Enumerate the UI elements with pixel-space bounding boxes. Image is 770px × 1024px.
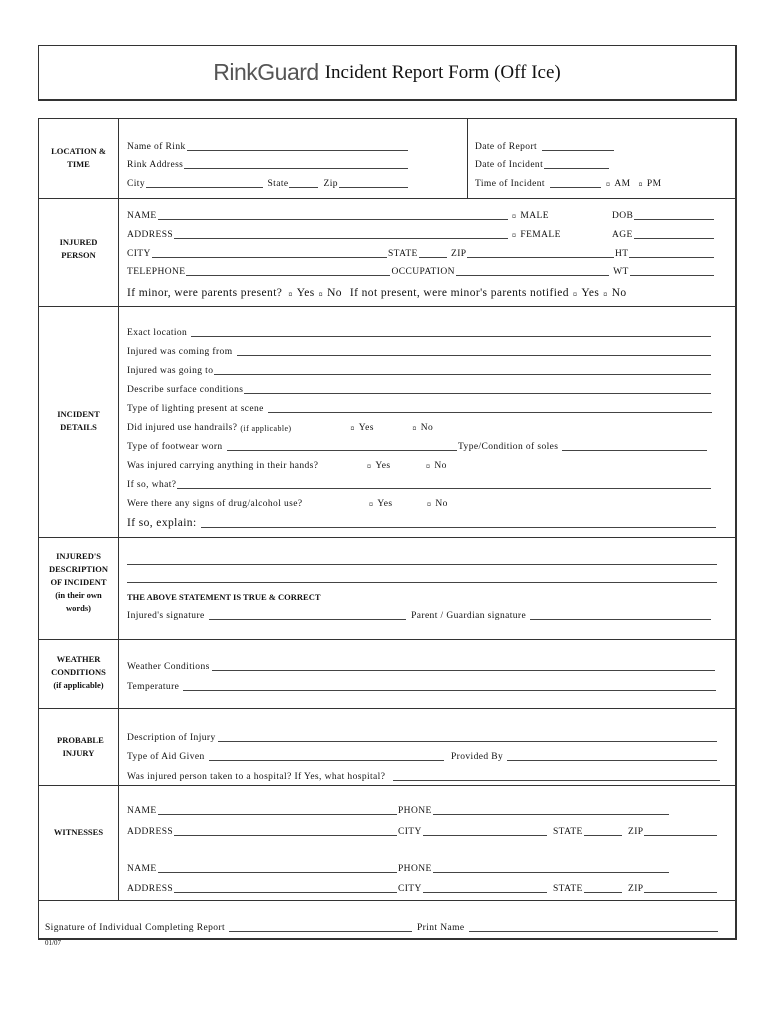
dob-label: DOB xyxy=(612,211,634,221)
if-so-what-field[interactable] xyxy=(177,480,711,489)
if-so-what-label: If so, what? xyxy=(127,480,177,490)
completing-signature-label: Signature of Individual Completing Report xyxy=(45,923,225,933)
city-field[interactable] xyxy=(146,179,264,188)
witness-1-name-label: NAME xyxy=(127,806,157,816)
coming-from-field[interactable] xyxy=(237,347,712,356)
injured-zip-label: ZIP xyxy=(451,249,467,259)
soles-field[interactable] xyxy=(562,442,707,451)
parents-notified-yes-checkbox[interactable]: ¤ Yes xyxy=(572,287,600,299)
telephone-field[interactable] xyxy=(186,267,389,276)
drugs-yes-checkbox[interactable]: ¤ Yes xyxy=(369,499,393,509)
form-table xyxy=(38,118,737,940)
drugs-no-checkbox[interactable]: ¤ No xyxy=(427,499,448,509)
telephone-label: TELEPHONE xyxy=(127,267,186,277)
parents-present-yes-checkbox[interactable]: ¤ Yes xyxy=(288,287,315,299)
witness-1-zip-field[interactable] xyxy=(644,827,717,836)
surface-conditions-field[interactable] xyxy=(244,385,711,394)
footwear-field[interactable] xyxy=(227,442,457,451)
parents-present-no-checkbox[interactable]: ¤ No xyxy=(318,287,342,299)
injured-signature-field[interactable] xyxy=(209,611,406,620)
hospital-label: Was injured person taken to a hospital? If Yes, what hospital? xyxy=(127,772,386,782)
aid-given-field[interactable] xyxy=(209,752,444,761)
section-label-witnesses: WITNESSES xyxy=(53,827,104,837)
if-so-explain-field[interactable] xyxy=(201,519,716,528)
state-field[interactable] xyxy=(289,179,317,188)
handrails-yes-checkbox[interactable]: ¤ Yes xyxy=(350,423,374,433)
pm-checkbox[interactable]: ¤ PM xyxy=(638,179,662,189)
occupation-label: OCCUPATION xyxy=(391,267,455,277)
time-of-incident-label: Time of Incident xyxy=(475,179,545,189)
parents-notified-question: If not present, were minor's parents notified xyxy=(349,287,569,299)
provided-by-label: Provided By xyxy=(451,752,504,762)
carrying-question: Was injured carrying anything in their hands? xyxy=(127,461,319,471)
going-to-field[interactable] xyxy=(214,366,711,375)
injury-description-label: Description of Injury xyxy=(127,733,216,743)
witness-2-name-label: NAME xyxy=(127,864,157,874)
divider xyxy=(38,537,737,538)
form-title: Incident Report Form (Off Ice) xyxy=(324,61,561,83)
description-line-1[interactable] xyxy=(127,556,717,565)
witness-1-address-label: ADDRESS xyxy=(127,827,174,837)
witness-2-name-field[interactable] xyxy=(158,864,397,873)
city-label: City xyxy=(127,179,145,189)
age-field[interactable] xyxy=(634,230,714,239)
witness-2-phone-label: PHONE xyxy=(398,864,432,874)
injured-state-field[interactable] xyxy=(419,249,447,258)
injury-description-field[interactable] xyxy=(218,733,717,742)
exact-location-field[interactable] xyxy=(191,328,711,337)
witness-2-city-field[interactable] xyxy=(423,884,547,893)
column-divider xyxy=(118,118,119,900)
section-label-incident-details: INCIDENT DETAILS xyxy=(57,409,100,432)
print-name-label: Print Name xyxy=(417,923,465,933)
zip-field[interactable] xyxy=(339,179,408,188)
injured-city-label: CITY xyxy=(127,249,151,259)
parents-present-question: If minor, were parents present? xyxy=(127,287,283,299)
carrying-yes-checkbox[interactable]: ¤ Yes xyxy=(367,461,391,471)
weather-conditions-field[interactable] xyxy=(212,662,715,671)
date-of-incident-field[interactable] xyxy=(544,160,609,169)
injured-address-field[interactable] xyxy=(174,230,508,239)
witness-1-zip-label: ZIP xyxy=(628,827,644,837)
divider xyxy=(38,198,737,199)
aid-given-label: Type of Aid Given xyxy=(127,752,205,762)
injured-city-field[interactable] xyxy=(152,249,387,258)
injured-state-label: STATE xyxy=(388,249,418,259)
witness-2-state-label: STATE xyxy=(553,884,583,894)
zip-label: Zip xyxy=(323,179,338,189)
injured-address-label: ADDRESS xyxy=(127,230,174,240)
weight-field[interactable] xyxy=(630,267,714,276)
description-line-2[interactable] xyxy=(127,574,717,583)
soles-label: Type/Condition of soles xyxy=(458,442,559,452)
height-label: HT xyxy=(615,249,629,259)
witness-2-phone-field[interactable] xyxy=(433,864,669,873)
temperature-field[interactable] xyxy=(183,682,716,691)
temperature-label: Temperature xyxy=(127,682,180,692)
injured-zip-field[interactable] xyxy=(467,249,614,258)
form-title-box xyxy=(38,45,737,101)
witness-2-city-label: CITY xyxy=(398,884,422,894)
surface-conditions-label: Describe surface conditions xyxy=(127,385,244,395)
section-label-weather: WEATHER CONDITIONS (if applicable) xyxy=(51,654,106,690)
handrails-note: (if applicable) xyxy=(240,424,292,433)
if-so-explain-label: If so, explain: xyxy=(127,517,197,529)
state-label: State xyxy=(267,179,289,189)
divider xyxy=(38,785,737,786)
handrails-question: Did injured use handrails? xyxy=(127,423,238,433)
time-of-incident-field[interactable] xyxy=(550,179,601,188)
rink-address-label: Rink Address xyxy=(127,160,184,170)
divider xyxy=(38,708,737,709)
drugs-question: Were there any signs of drug/alcohol use? xyxy=(127,499,303,509)
section-label-location: LOCATION & TIME xyxy=(51,146,106,169)
lighting-label: Type of lighting present at scene xyxy=(127,404,264,414)
section-label-probable-injury: PROBABLE INJURY xyxy=(57,735,104,758)
witness-2-state-field[interactable] xyxy=(584,884,622,893)
witness-1-address-field[interactable] xyxy=(174,827,397,836)
witness-1-city-label: CITY xyxy=(398,827,422,837)
guardian-signature-field[interactable] xyxy=(530,611,711,620)
dob-field[interactable] xyxy=(634,211,714,220)
divider xyxy=(38,306,737,307)
female-checkbox[interactable]: ¤ FEMALE xyxy=(512,230,561,240)
column-divider xyxy=(467,118,468,198)
injured-signature-label: Injured's signature xyxy=(127,611,205,621)
date-of-incident-label: Date of Incident xyxy=(475,160,544,170)
exact-location-label: Exact location xyxy=(127,328,188,338)
witness-1-phone-label: PHONE xyxy=(398,806,432,816)
witness-1-city-field[interactable] xyxy=(423,827,547,836)
divider xyxy=(38,900,737,901)
parents-notified-no-checkbox[interactable]: ¤ No xyxy=(603,287,627,299)
witness-2-zip-label: ZIP xyxy=(628,884,644,894)
footwear-label: Type of footwear worn xyxy=(127,442,223,452)
date-of-report-field[interactable] xyxy=(542,142,614,151)
section-label-injured-description: INJURED'S DESCRIPTION OF INCIDENT (in their own words) xyxy=(48,551,109,613)
rink-address-field[interactable] xyxy=(184,160,408,169)
witness-2-zip-field[interactable] xyxy=(644,884,717,893)
name-of-rink-label: Name of Rink xyxy=(127,142,186,152)
divider xyxy=(38,639,737,640)
height-field[interactable] xyxy=(629,249,714,258)
witness-2-address-label: ADDRESS xyxy=(127,884,174,894)
revision-code: 01/07 xyxy=(45,939,61,947)
going-to-label: Injured was going to xyxy=(127,366,214,376)
age-label: AGE xyxy=(612,230,633,240)
handrails-no-checkbox[interactable]: ¤ No xyxy=(412,423,434,433)
weather-conditions-label: Weather Conditions xyxy=(127,662,210,672)
witness-2-address-field[interactable] xyxy=(174,884,397,893)
date-of-report-label: Date of Report xyxy=(475,142,538,152)
carrying-no-checkbox[interactable]: ¤ No xyxy=(426,461,447,471)
statement-true-correct: THE ABOVE STATEMENT IS TRUE & CORRECT xyxy=(127,592,321,602)
section-label-injured-person: INJURED PERSON xyxy=(59,237,98,260)
male-checkbox[interactable]: ¤ MALE xyxy=(512,211,549,221)
witness-1-phone-field[interactable] xyxy=(433,806,669,815)
guardian-signature-label: Parent / Guardian signature xyxy=(411,611,527,621)
witness-1-name-field[interactable] xyxy=(158,806,397,815)
am-checkbox[interactable]: ¤ AM xyxy=(606,179,631,189)
completing-signature-field[interactable] xyxy=(229,923,412,932)
occupation-field[interactable] xyxy=(456,267,609,276)
weight-label: WT xyxy=(613,267,629,277)
injured-name-field[interactable] xyxy=(158,211,508,220)
rinkguard-logo: RinkGuard xyxy=(213,59,319,85)
provided-by-field[interactable] xyxy=(507,752,717,761)
hospital-field[interactable] xyxy=(393,772,720,781)
witness-1-state-field[interactable] xyxy=(584,827,622,836)
coming-from-label: Injured was coming from xyxy=(127,347,233,357)
witness-1-state-label: STATE xyxy=(553,827,583,837)
lighting-field[interactable] xyxy=(268,404,712,413)
injured-name-label: NAME xyxy=(127,211,157,221)
print-name-field[interactable] xyxy=(469,923,718,932)
name-of-rink-field[interactable] xyxy=(187,142,408,151)
